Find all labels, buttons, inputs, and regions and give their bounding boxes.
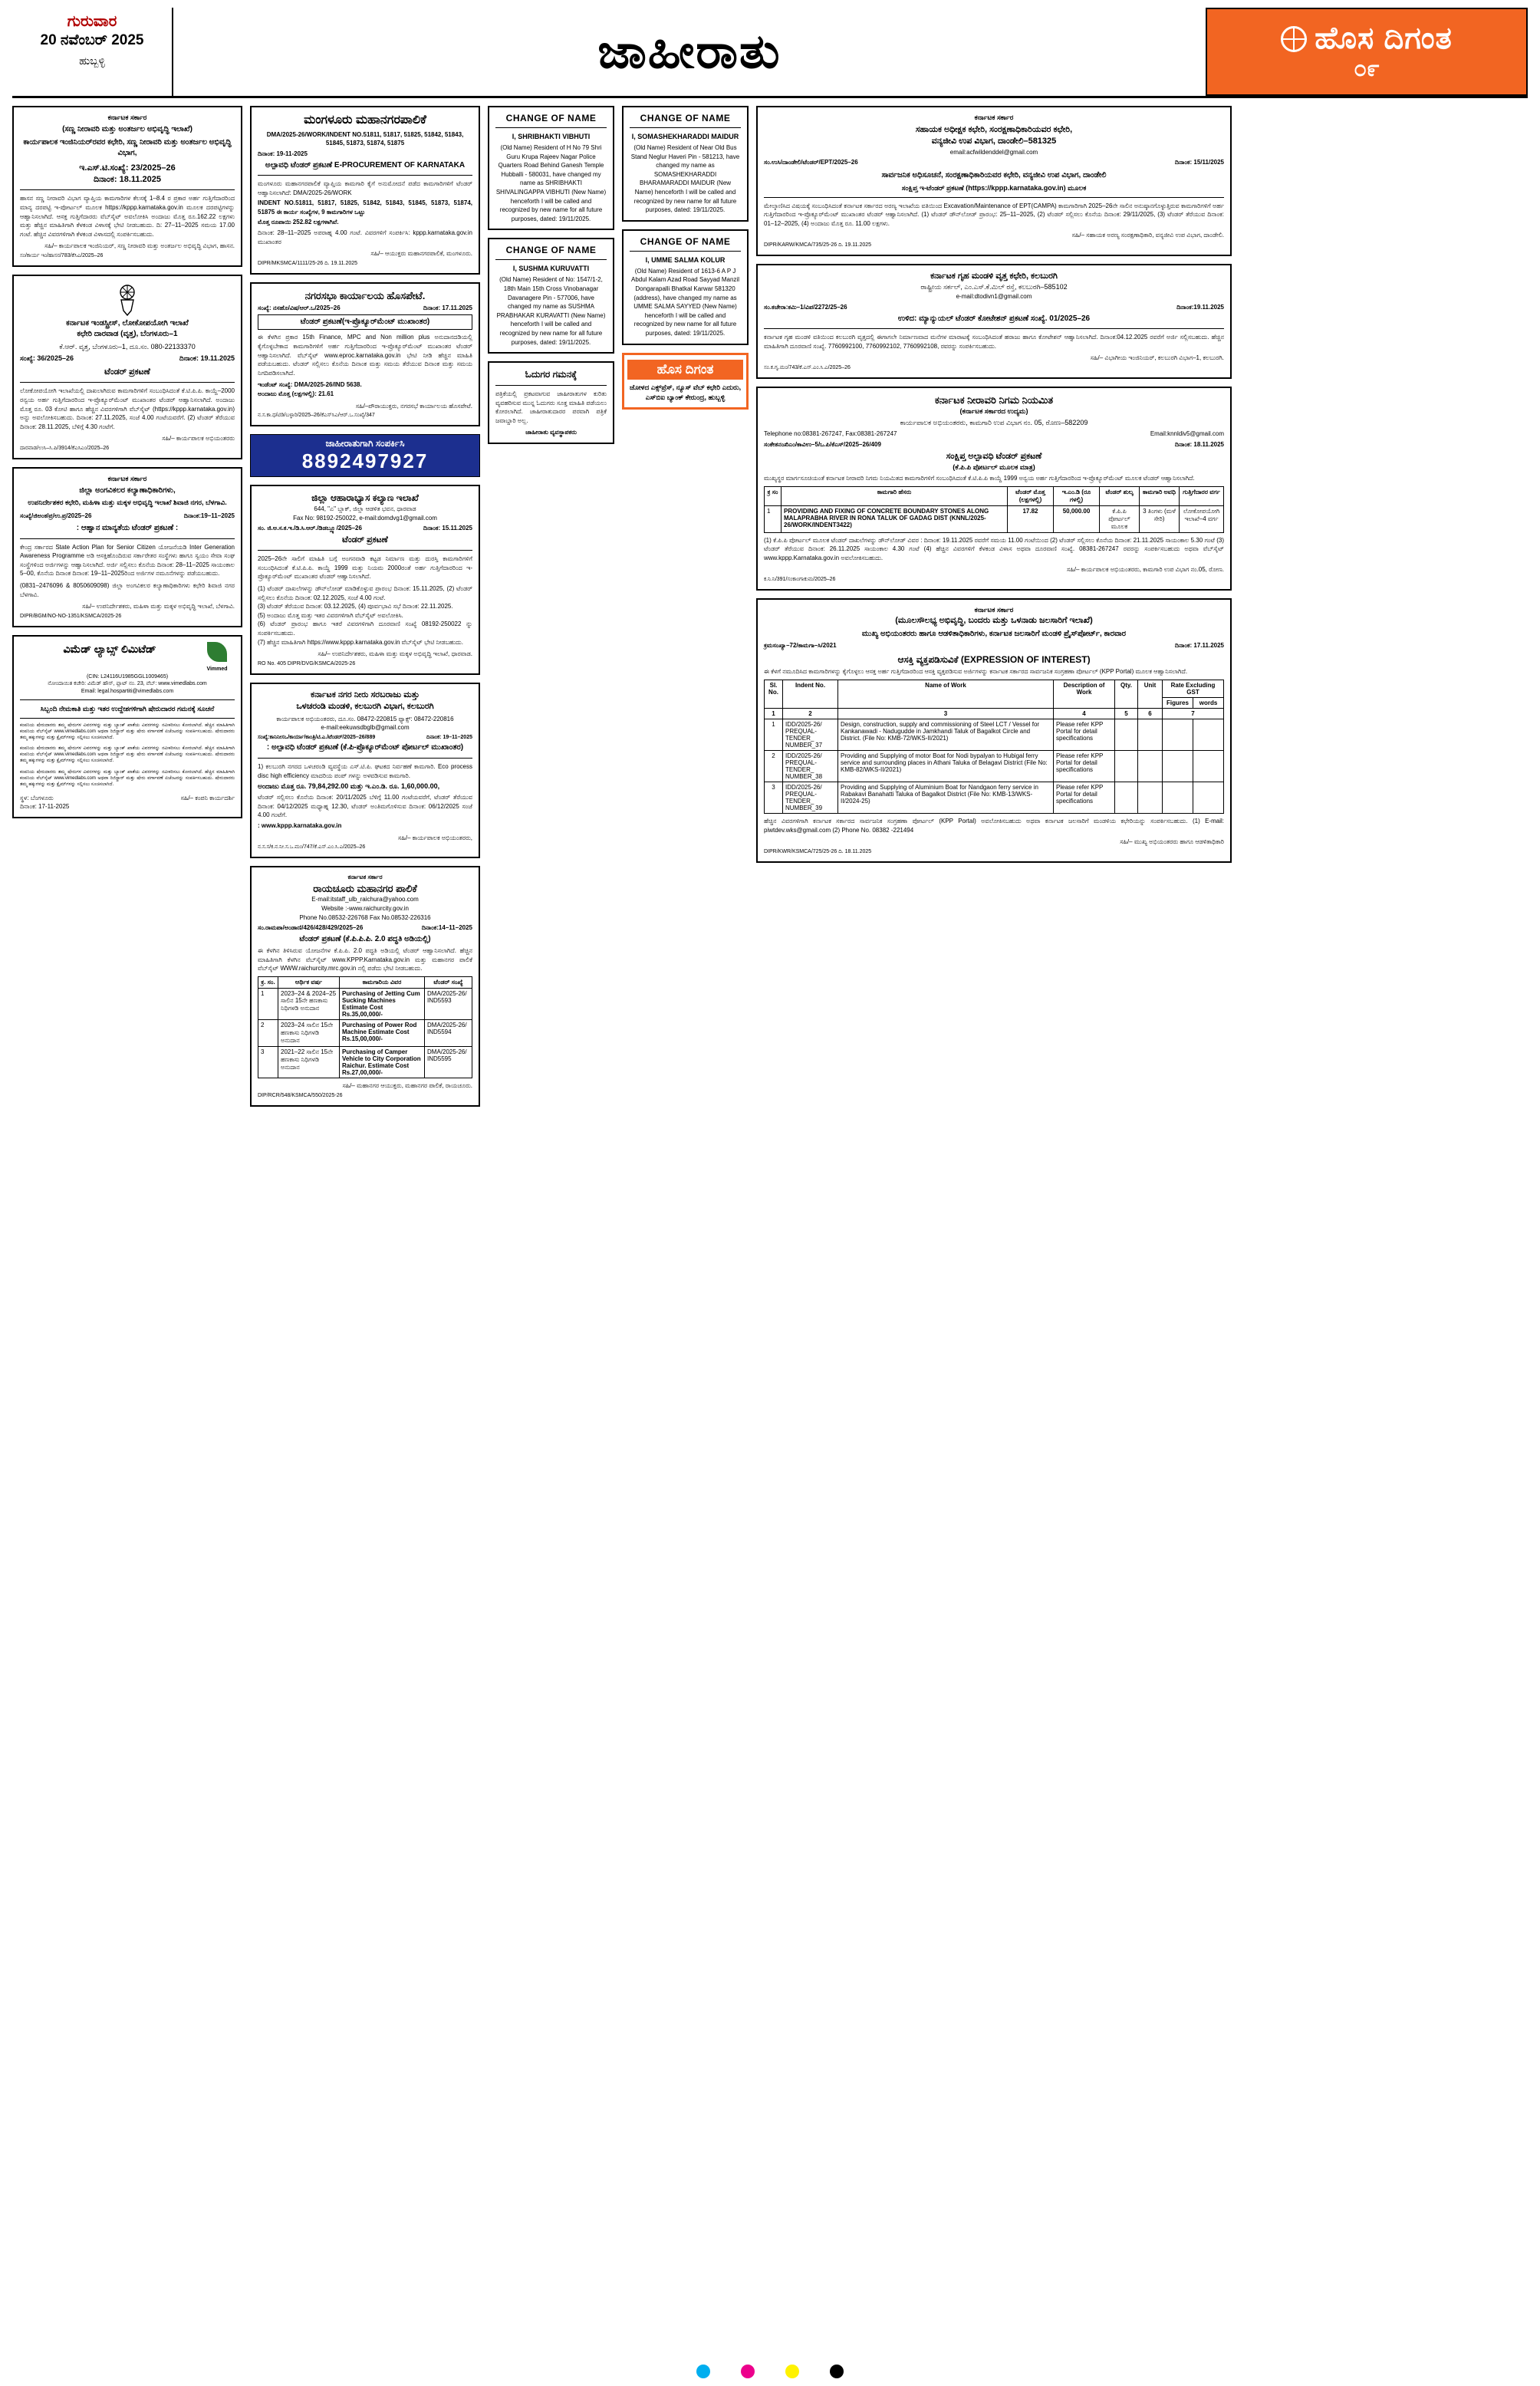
- ad3-gov: ಕರ್ನಾಟಕ ಸರ್ಕಾರ: [107, 474, 147, 482]
- yellow-dot-icon: [785, 2365, 799, 2378]
- eoi-num-4: 5: [1115, 709, 1138, 719]
- name-change-3: [622, 106, 749, 222]
- eoi-dept1: (ಮೂಲಸೌಲಭ್ಯ ಅಭಿವೃದ್ಧಿ, ಬಂದರು ಮತ್ತು ಒಳನಾಡು ಜಲಸಾರಿಗೆ ಇಲಾಖೆ): [895, 616, 1093, 626]
- logo-page-number: ೦೯: [1354, 56, 1380, 81]
- eoi-r2-words: [1193, 782, 1224, 814]
- ad3-title: : ಆಹ್ವಾನ ಮಾನ್ಯತೆಯ ಟೆಂಡರ್ ಪ್ರಕಟಣೆ :: [76, 524, 179, 533]
- eoi-r0-unit: [1138, 719, 1163, 751]
- cyan-dot-icon: [696, 2365, 710, 2378]
- kalaburagi-dates: ಟೆಂಡರ್ ಸಲ್ಲಿಸಲು ಕೊನೆಯ ದಿನಾಂಕ: 20/11/2025 ಬೆಳಿಗ್ಗೆ 11.00 ಗಂಟೆಯವರೆಗೆ, ಟೆಂಡರ್ ತೆರೆಯುವ ದಿನಾಂಕ: 04/12/2025 ಮಧ್ಯಾಹ್ನ 12.30, ಟೆಂಡರ್ ಅಂತಿಮಗೊಳಿಸುವ ದಿನಾಂಕ: 06/12/2025 ಸಂಜೆ 4.00 ಗಂಟೆಗೆ.: [258, 794, 472, 819]
- eoi-code: DIPR/KWR/KSMCA/725/25-26 ದಿ. 18.11.2025: [764, 848, 872, 854]
- mangaluru-dates: ದಿನಾಂಕ: 28–11–2025 ಅಪರಾಹ್ನ 4.00 ಗಂಟೆ. ವಿವರಗಳಿಗೆ ಸಂಪರ್ಕಿಸಿ: kppp.karnataka.gov.in ಮುಖಾಂತರ: [258, 229, 472, 245]
- housing-body: ಕರ್ನಾಟಕ ಗೃಹ ಮಂಡಳಿ ವತಿಯಿಂದ ಕಲಬುರಗಿ ವೃತ್ತದಲ್ಲಿ ಈಗಾಗಲೇ ನಿರ್ಮಾಣವಾದ ಮನೆಗಳ ಮಾರಾಟಕ್ಕೆ ಸಂಬಂಧಿಸಿದಂತೆ ಹರಾಜು ಹಾಗೂ ಕೋಟೇಶನ್ ಆಹ್ವಾನಿಸಲಾಗಿದೆ. ದಿನಾಂಕ:04.12.2025 ರವರೆಗೆ ಅರ್ಜಿ ಸಲ್ಲಿಸಬಹುದು. ಹೆಚ್ಚಿನ ಮಾಹಿತಿಗಾಗಿ ದೂರವಾಣಿ ಸಂಖ್ಯೆ. 7760992100, 7760992102, 7760992108, ರವರನ್ನು ಸಂಪರ್ಕಿಸಬಹುದು.: [764, 334, 1224, 350]
- knnl-th-6: ಗುತ್ತಿಗೆದಾರರ ವರ್ಗ: [1180, 486, 1224, 505]
- eoi-th-2: Name of Work: [838, 680, 1054, 709]
- knnl-r0c4: ಕೆ.ಪಿ.ಪಿ ಪೋರ್ಟಲ್ ಮೂಲಕ: [1100, 505, 1140, 532]
- eoi-works-table: [764, 680, 1224, 814]
- knnl-ref: ಸಂಕೇತನಂಖಿಎಂ/ಕಾವಿಉ–5/ಒ.ಪಿ/ಕೆಎಸ್/2025–26/409: [764, 441, 881, 449]
- raichur-website[interactable]: Website :-www.raichurcity.gov.in: [321, 904, 409, 912]
- ad2-ref: ಸಂಖ್ಯೆ: 36/2025–26: [20, 354, 74, 362]
- raichur-body: ಈ ಕೆಳಗಿನ ತಿಳಿಸಿರುವ ಯೋಜನೆಗಳ ಕೆ.ಪಿ.ಪಿ. 2.0 ಪದ್ಧತಿ ಅಡಿಯಲ್ಲಿ ಟೆಂಡರ್ ಆಹ್ವಾನಿಸಲಾಗಿದೆ. ಹೆಚ್ಚಿನ ಮಾಹಿತಿಗಾಗಿ ಕೆಳಗಿನ ವೆಬ್‌ಸೈಟ್ www.KPPP.Karnataka.gov.in ಮತ್ತು ಮಹಾನಗರ ಪಾಲಿಕೆ ವೆಬ್‌ಸೈಟ್ WWW.raichurcity.mrc.gov.in ನಲ್ಲಿ ಪಡೆದು ಭೇಟಿ ನೀಡಬಹುದು.: [258, 947, 472, 973]
- ad-knnl-rona: [756, 387, 1232, 591]
- forest-title: ಸಾರ್ವಜನಿಕ ಅಧಿಸೂಚನೆ, ಸಂರಕ್ಷಣಾಧಿಕಾರಿಯವರ ಕಛೇರಿ, ವನ್ಯಜೀವಿ ಉಪ ವಿಭಾಗ, ದಾಂಡೇಲಿ: [881, 171, 1107, 180]
- dharwad-sign: ಸಹಿ/– ಉಪನಿರ್ದೇಶಕರು, ಮಹಿಳಾ ಮತ್ತು ಮಕ್ಕಳ ಅಭಿವೃದ್ಧಿ ಇಲಾಖೆ, ಧಾರವಾಡ.: [318, 650, 472, 658]
- ad3-body: ಕೇಂದ್ರ ಸರ್ಕಾರದ State Action Plan for Senior Citizen ಯೋಜನೆಯಡಿ Inter Generation Awareness Programme ಅಡಿ ಆಸಕ್ತಿಹೊಂದಿರುವ ಸರ್ಕಾರೇತರ ಸಂಸ್ಥೆಗಳು ಹಾಗೂ ಸ್ವಯಂ ಸೇವಾ ಸಂಘ ಸಂಸ್ಥೆಗಳಿಂದ ಅರ್ಜಿಗಳನ್ನು ಆಹ್ವಾನಿಸಲಾಗಿದೆ. ಅರ್ಜಿ ಸಲ್ಲಿಸಲು ಕೊನೆಯ ದಿನಾಂಕ: 28–11–2025 ಸಾಯಂಕಾಲ 5–00, ಕೊನೆಯ ದಿನಾಂಕ ದಿನಾಂಕ: 19–11–2025ರಿಂದ ಅರ್ಜಿಗಳ ನಮೂನೆಗಳನ್ನು ಪಡೆಯಬಹುದು.: [20, 543, 235, 578]
- dharwad-point-4: (6) ಟೆಂಡರ್ ಪ್ರಾರಂಭ ಹಾಗೂ ಇತರೆ ವಿವರಗಳಿಗಾಗಿ ದೂರವಾಣಿ ಸಂಖ್ಯೆ 08192-250022 ನ್ನು ಸಂಪರ್ಕಿಸಬಹುದು.: [258, 620, 472, 637]
- eoi-th-5: Unit: [1138, 680, 1163, 709]
- masthead-date-block: [12, 8, 173, 96]
- black-dot-icon: [830, 2365, 844, 2378]
- vimed-body-2: ಕಂಪನಿಯ ಷೇರುದಾರರು ತಮ್ಮ ಷೇರುಗಳ ವಿವರಗಳನ್ನು ಮತ್ತು ಬ್ಯಾಂಕ್ ಖಾತೆಯ ವಿವರಗಳನ್ನು ನವೀಕರಿಸಲು ಕೋರಲಾಗಿದೆ. ಹೆಚ್ಚಿನ ಮಾಹಿತಿಗಾಗಿ ಕಂಪನಿಯ ವೆಬ್‌ಸೈಟ್ www.vimedlabs.com ಅಥವಾ ರಿಜಿಸ್ಟ್ರಾರ್ ಮತ್ತು ಷೇರು ವರ್ಗಾವಣೆ ಏಜೆಂಟರನ್ನು ಸಂಪರ್ಕಿಸಬಹುದು. ಷೇರುದಾರರು ತಮ್ಮ ಹಕ್ಕುಗಳನ್ನು ಮತ್ತು ಕ್ಲೈಮ್‌ಗಳನ್ನು ಸಲ್ಲಿಸಲು ಸೂಚಿಸಲಾಗಿದೆ.: [20, 746, 235, 764]
- reader-notice-footer: ಜಾಹೀರಾತು ವ್ಯವಸ್ಥಾಪಕರು: [525, 429, 577, 436]
- ad1-body: ಹಾಸನ ಸಣ್ಣ ನೀರಾವರಿ ವಿಭಾಗ ವ್ಯಾಪ್ತಿಯ ಕಾಮಗಾರಿಗಳ ಕೆಲಸಕ್ಕೆ 1–8.4 ರ ಪ್ರಕಾರ ಅರ್ಹ ಗುತ್ತಿಗೆದಾರರಿಂದ ಮಾನ್ಯ ದರಪಟ್ಟಿ ಇ-ಪೋರ್ಟಲ್ ಮೂಲಕ https://kppp.karnataka.gov.in ಮೂಲಕ ದರಪಟ್ಟಿಗಳನ್ನು ಆಹ್ವಾನಿಸಲಾಗಿದೆ. ಆಸಕ್ತ ಗುತ್ತಿಗೆದಾರರು ವೆಬ್‌ಸೈಟ್ ಅವಲೋಕಿಸಿ ಅಂದಾಜು ಮೊತ್ತ ರೂ.162.22 ಲಕ್ಷಗಳು ಮತ್ತು ಹೆಚ್ಚಿನ ಮಾಹಿತಿಗಾಗಿ ಕೆಳಕಂಡ ವಿಳಾಸಕ್ಕೆ ಭೇಟಿ ನೀಡಬಹುದು. ದಿ: 27–11–2025 ಸಮಯ 17.00 ಗಂಟೆ. ಹೆಚ್ಚಿನ ವಿವರಗಳಿಗಾಗಿ ಕೆಳಕಂಡ ವಿಳಾಸದಲ್ಲಿ ಸಂಪರ್ಕಿಸಬಹುದು.: [20, 195, 235, 238]
- ad-hosapete-municipality: [250, 282, 480, 426]
- name-change-header-3: CHANGE OF NAME: [640, 113, 731, 123]
- raichur-phone: Phone No.08532-226768 Fax No.08532-226316: [299, 913, 431, 921]
- kalaburagi-title2: ಒಳಚರಂಡಿ ಮಂಡಳಿ, ಕಲಬುರಗಿ ವಿಭಾಗ, ಕಲಬುರಗಿ: [296, 702, 434, 712]
- ad1-date: ದಿನಾಂಕ: 18.11.2025: [93, 174, 162, 184]
- newspaper-promo-box[interactable]: [622, 353, 749, 410]
- ad2-title: ಟೆಂಡರ್ ಪ್ರಕಟಣೆ: [104, 367, 150, 377]
- eoi-sign: ಸಹಿ/– ಮುಖ್ಯ ಅಭಿಯಂತರರು ಹಾಗೂ ಆಡಳಿತಾಧಿಕಾರಿ: [1120, 838, 1224, 846]
- eoi-r0-indent: IDD/2025-26/ PREQUAL- TENDER_ NUMBER_37: [783, 719, 838, 751]
- eoi-r2-work: Providing and Supplying of Aluminium Boat for Nandgaon ferry service in Rabakavi Banahatti Taluka of Bagalkot District (File No: KMB-13/WKS-II/2024-25): [838, 782, 1054, 814]
- dharwad-point-3: (5) ಅಂದಾಜು ಮೊತ್ತ ಮತ್ತು ಇತರ ವಿವರಗಳಿಗಾಗಿ ವೆಬ್‌ಸೈಟ್ ಅವಲೋಕಿಸಿ.: [258, 611, 403, 619]
- raichur-sign: ಸಹಿ/– ಮಹಾನಗರ ಆಯುಕ್ತರು, ಮಹಾನಗರ ಪಾಲಿಕೆ, ರಾಯಚೂರು.: [342, 1081, 472, 1089]
- forest-office2: ವನ್ಯಜೀವಿ ಉಪ ವಿಭಾಗ, ದಾಂಡೇಲಿ–581325: [931, 137, 1057, 146]
- ad2-sign: ಸಹಿ/– ಕಾರ್ಯಪಾಲಕ ಅಭಿಯಂತರರು: [162, 435, 235, 443]
- kalaburagi-body: 1) ಕಲಬುರಗಿ ನಗರದ ಒಳಚರಂಡಿ ವ್ಯವಸ್ಥೆಯ ಎಸ್.ಟಿ.ಪಿ. ಘಟಕದ ನಿರ್ವಹಣೆ ಕಾಮಗಾರಿ. Eco process disc high efficiency ಮಾದರಿಯ ಪಂಪ್ ಗಳನ್ನು ಅಳವಡಿಸುವ ಕಾಮಗಾರಿ.: [258, 762, 472, 779]
- ad3-sign: ಸಹಿ/– ಉಪನಿರ್ದೇಶಕರು, ಮಹಿಳಾ ಮತ್ತು ಮಕ್ಕಳ ಅಭಿವೃದ್ಧಿ ಇಲಾಖೆ, ಬೆಳಗಾವಿ.: [82, 603, 235, 610]
- kalaburagi-subtitle: : ಅಲ್ಪಾವಧಿ ಟೆಂಡರ್ ಪ್ರಕಟಣೆ (ಕೆ.ಪಿ-ಪ್ರೊಕ್ಯೂರ್‌ಮೆಂಟ್ ಪೋರ್ಟಲ್ ಮುಖಾಂತರ): [266, 743, 464, 752]
- raichur-r1c1: 2023–24 ಸಾಲಿನ 15ನೇ ಹಣಕಾಸು ನಿಧಿಗಳಡಿ ಅನುದಾನ: [278, 1019, 340, 1046]
- classified-contact-banner[interactable]: [250, 434, 480, 477]
- eoi-num-3: 4: [1054, 709, 1115, 719]
- eoi-r1-qty: [1115, 751, 1138, 782]
- dharwad-code: RO No. 405 DIPR/DVG/KSMCA/2025-26: [258, 660, 356, 666]
- name-change-body-4: (Old Name) Resident of 1613-6 A P J Abdul Kalam Azad Road Sayyad Manzil Dongarapalli Bhatkal Karwar 581320 (address), have changed my name as UMME SALMA SAYYED (New Name) henceforth I will be called and recognized by new name for all future purposes, dated: 19/11/2025.: [631, 267, 739, 337]
- eoi-sub-0: Figures: [1163, 698, 1193, 709]
- knnl-date: ದಿನಾಂಕ: 18.11.2025: [1174, 441, 1224, 449]
- housing-email: e-mail:dtodivn1@gmail.com: [956, 293, 1032, 301]
- raichur-email: E-mail:itstaff_ulb_raichura@yahoo.com: [311, 896, 419, 903]
- state-emblem-icon: [112, 281, 143, 317]
- ad-minor-irrigation-hassan: [12, 106, 242, 267]
- promo-logo: ಹೊಸ ದಿಗಂತ: [627, 360, 743, 380]
- eoi-r2-indent: IDD/2025-26/ PREQUAL- TENDER_ NUMBER_39: [783, 782, 838, 814]
- vimed-brand: Vimmed: [206, 666, 228, 672]
- dharwad-subtitle: ಟೆಂಡರ್ ಪ್ರಕಟಣೆ: [342, 535, 388, 545]
- eoi-notes: ಹೆಚ್ಚಿನ ವಿವರಗಳಿಗಾಗಿ ಕರ್ನಾಟಕ ಸರ್ಕಾರದ ಸಾರ್ವಜನಿಕ ಸಂಗ್ರಹಣಾ ಪೋರ್ಟಲ್ (KPP Portal) ಅವಲೋಕಿಸಬಹುದು ಅಥವಾ ಕರ್ನಾಟಕ ಜಲಸಾರಿಗೆ ಮಂಡಳಿಯ ಕಛೇರಿಯನ್ನು ಸಂಪರ್ಕಿಸಬಹುದು. (1) E-mail: piwtdev.wks@gmail.com (2) Phone No. 08382 -221494: [764, 818, 1224, 834]
- hosapete-indent: ಇಂಡೆಂಟ್ ಸಂಖ್ಯೆ: DMA/2025-26/IND 5638.: [258, 381, 362, 389]
- knnl-r0c0: 1: [765, 505, 782, 532]
- vimed-cin: (CIN: L24116U1985GGL1009465): [86, 673, 169, 680]
- ad-columns: [12, 106, 1528, 1107]
- dharwad-point-1: (1) ಟೆಂಡರ್ ದಾಖಲೆಗಳನ್ನು ಡೌನ್‌ಲೋಡ್ ಮಾಡಿಕೊಳ್ಳುವ ಪ್ರಾರಂಭ ದಿನಾಂಕ: 15.11.2025, (2) ಟೆಂಡರ್ ಸಲ್ಲಿಸಲು ಕೊನೆಯ ದಿನಾಂಕ: 02.12.2025, ಸಂಜೆ 4.00 ಗಂಟೆ.: [258, 584, 472, 601]
- ad2-date: ದಿನಾಂಕ: 19.11.2025: [179, 354, 235, 362]
- knnl-th-2: ಟೆಂಡರ್ ಮೊತ್ತ (ಲಕ್ಷಗಳಲ್ಲಿ): [1008, 486, 1054, 505]
- eoi-r0-desc: Please refer KPP Portal for detail specifications: [1054, 719, 1115, 751]
- ad1-gov: ಕರ್ನಾಟಕ ಸರ್ಕಾರ: [107, 114, 147, 121]
- mangaluru-code: DIPR/MKSMCA/1111/25-26 ದಿ. 19.11.2025: [258, 261, 358, 267]
- knnl-th-1: ಕಾಮಗಾರಿ ಹೆಸರು: [782, 486, 1008, 505]
- vimed-body-3: ಕಂಪನಿಯ ಷೇರುದಾರರು ತಮ್ಮ ಷೇರುಗಳ ವಿವರಗಳನ್ನು ಮತ್ತು ಬ್ಯಾಂಕ್ ಖಾತೆಯ ವಿವರಗಳನ್ನು ನವೀಕರಿಸಲು ಕೋರಲಾಗಿದೆ. ಹೆಚ್ಚಿನ ಮಾಹಿತಿಗಾಗಿ ಕಂಪನಿಯ ವೆಬ್‌ಸೈಟ್ www.vimedlabs.com ಅಥವಾ ರಿಜಿಸ್ಟ್ರಾರ್ ಮತ್ತು ಷೇರು ವರ್ಗಾವಣೆ ಏಜೆಂಟರನ್ನು ಸಂಪರ್ಕಿಸಬಹುದು. ಷೇರುದಾರರು ತಮ್ಮ ಹಕ್ಕುಗಳನ್ನು ಮತ್ತು ಕ್ಲೈಮ್‌ಗಳನ್ನು ಸಲ್ಲಿಸಲು ಸೂಚಿಸಲಾಗಿದೆ.: [20, 769, 235, 787]
- forest-sub: ಸಂಕ್ಷಿಪ್ತ ಇ-ಟೆಂಡರ್ ಪ್ರಕಟಣೆ (https://kppp.karnataka.gov.in) ಮೂಲಕ: [901, 183, 1087, 192]
- raichur-gov: ಕರ್ನಾಟಕ ಸರ್ಕಾರ: [347, 874, 383, 881]
- vimed-body: ಕಂಪನಿಯ ಷೇರುದಾರರು ತಮ್ಮ ಷೇರುಗಳ ವಿವರಗಳನ್ನು ಮತ್ತು ಬ್ಯಾಂಕ್ ಖಾತೆಯ ವಿವರಗಳನ್ನು ನವೀಕರಿಸಲು ಕೋರಲಾಗಿದೆ. ಹೆಚ್ಚಿನ ಮಾಹಿತಿಗಾಗಿ ಕಂಪನಿಯ ವೆಬ್‌ಸೈಟ್ www.vimedlabs.com ಅಥವಾ ರಿಜಿಸ್ಟ್ರಾರ್ ಮತ್ತು ಷೇರು ವರ್ಗಾವಣೆ ಏಜೆಂಟರನ್ನು ಸಂಪರ್ಕಿಸಬಹುದು. ಷೇರುದಾರರು ತಮ್ಮ ಹಕ್ಕುಗಳನ್ನು ಮತ್ತು ಕ್ಲೈಮ್‌ಗಳನ್ನು ಸಲ್ಲಿಸಲು ಸೂಚಿಸಲಾಗಿದೆ.: [20, 723, 235, 741]
- masthead-day: ಗುರುವಾರ: [67, 13, 117, 30]
- eoi-r1-unit: [1138, 751, 1163, 782]
- eoi-num-5: 6: [1138, 709, 1163, 719]
- newspaper-page: [0, 8, 1540, 2386]
- eoi-r0-work: Design, construction, supply and commissioning of Steel LCT / Vessel for Kankanawadi - Nadugudde in Jamkhandi Taluk of Bagalkot Circle and District. (File No: KMB-72/WKS-II/2021): [838, 719, 1054, 751]
- housing-office2: ರಾಷ್ಟ್ರೀಯ ಸರ್ಕಲ್, ಎಂ.ಎಸ್.ಕೆ.ಮಿಲ್ ರಸ್ತೆ, ಕಲಬುರಗಿ–585102: [920, 283, 1068, 291]
- globe-icon: [1281, 26, 1307, 52]
- ad1-ref: ಇ.ಎಸ್.ಟಿ.ಸಂಖ್ಯೆ: 23/2025–26: [79, 163, 176, 173]
- ad-raichur-corporation: [250, 866, 480, 1106]
- mangaluru-title: ಮಂಗಳೂರು ಮಹಾನಗರಪಾಲಿಕೆ: [304, 114, 426, 127]
- column-right: [756, 106, 1232, 863]
- vimed-sign: ಸಹಿ/– ಕಂಪನಿ ಕಾರ್ಯದರ್ಶಿ: [180, 794, 235, 801]
- name-change-2: [488, 238, 614, 354]
- eoi-r2-sl: 3: [765, 782, 783, 814]
- name-change-4: [622, 229, 749, 345]
- ad-mangaluru-corporation: [250, 106, 480, 275]
- hosapete-subtitle: ಟೆಂಡರ್ ಪ್ರಕಟಣೆ(ಇ-ಪ್ರೊಕ್ಯೂರ್‌ಮೆಂಟ್ ಮುಖಾಂತರ): [258, 314, 472, 331]
- raichur-r0c0: 1: [258, 988, 278, 1019]
- table-row: [258, 988, 472, 1019]
- housing-office1: ಕರ್ನಾಟಕ ಗೃಹ ಮಂಡಳಿ ವೃತ್ತ ಕಛೇರಿ, ಕಲಬುರಗಿ: [930, 271, 1058, 281]
- name-change-body-1: (Old Name) Resident of H No 79 Shri Guru Krupa Rajeev Nagar Police Quarters Road Behind Ganesh Temple Hubballi - 580031, have changed my name as SHRIBHAKTI SHIVALINGAPPA VIBHUTI (New Name) henceforth I will be called and recognized by new name for all future purposes, dated: 19/11/2025.: [495, 144, 607, 222]
- dharwad-ref: ಸಂ. ಜಿ.ಅ.ಸ.ಕ.ಇ./ಡಿ.ಸಿ.ಆರ್./ಡಿಡಬ್ಲ್ಯೂ/2025–26: [258, 525, 362, 532]
- knnl-email: Email:knnldiv5@gmail.com: [1150, 430, 1224, 438]
- knnl-r0c3: 50,000.00: [1054, 505, 1100, 532]
- masthead: [12, 8, 1528, 98]
- contact-label: ಜಾಹೀರಾತುಗಾಗಿ ಸಂಪರ್ಕಿಸಿ: [325, 438, 405, 449]
- knnl-subtitle2: (ಕೆ.ಪಿ.ಪಿ ಪೋರ್ಟಲ್ ಮೂಲಕ ಮಾತ್ರ): [953, 463, 1035, 472]
- eoi-r2-fig: [1163, 782, 1193, 814]
- raichur-r2c2: Purchasing of Camper Vehicle to City Corporation Raichur. Estimate Cost Rs.27,00,000/-: [340, 1046, 425, 1078]
- raichur-tender-table: [258, 976, 472, 1078]
- eoi-r0-words: [1193, 719, 1224, 751]
- mangaluru-date: ದಿನಾಂಕ: 19-11-2025: [258, 150, 308, 157]
- kalaburagi-office: ಕಾರ್ಯಪಾಲಕ ಅಭಿಯಂತರರು, ದೂ.ಸಂ. 08472-220815 ಫ್ಯಾಕ್ಸ್: 08472-220816: [276, 715, 454, 722]
- knnl-code: ಕ.ನಿ.ನಿ/391/ಸಂಕಾಂಗಾಕುಮ/2025–26: [764, 577, 836, 583]
- raichur-title: ರಾಯಚೂರು ಮಹಾನಗರ ಪಾಲಿಕೆ: [313, 882, 417, 894]
- eoi-dept2: ಮುಖ್ಯ ಅಭಿಯಂತರರು ಹಾಗೂ ಆಡಳಿತಾಧಿಕಾರಿಗಳು, ಕರ್ನಾಟಕ ಜಲಸಾರಿಗೆ ಮಂಡಳಿ ಪ್ರೈಸ್‌ಪೋರ್ಟ್, ಕಾರವಾರ: [861, 629, 1127, 638]
- eoi-num-6: 7: [1163, 709, 1224, 719]
- ad2-office2: ಕಛೇರಿ ದಾರವಾಡ (ವೃತ್ತ), ಬೆಂಗಳೂರು–1: [77, 330, 178, 339]
- eoi-r1-sl: 2: [765, 751, 783, 782]
- housing-date: ದಿನಾಂಕ:19.11.2025: [1176, 303, 1224, 311]
- eoi-r1-indent: IDD/2025-26/ PREQUAL- TENDER_ NUMBER_38: [783, 751, 838, 782]
- knnl-title1: ಕರ್ನಾಟಕ ನೀರಾವರಿ ನಿಗಮ ನಿಯಮಿತ: [934, 393, 1054, 406]
- ad2-phone: ಕೆ.ಆರ್. ವೃತ್ತ, ಬೆಂಗಳೂರು–1, ದೂ.ಸಂ. 080-22133370: [59, 342, 196, 350]
- eoi-r2-unit: [1138, 782, 1163, 814]
- eoi-body: ಈ ಕೆಳಗೆ ನಮೂದಿಸಿದ ಕಾಮಗಾರಿಗಳನ್ನು ಕೈಗೊಳ್ಳಲು ಆಸಕ್ತ ಅರ್ಹ ಗುತ್ತಿಗೆದಾರರಿಂದ ಆಸಕ್ತಿ ವ್ಯಕ್ತಪಡಿಸುವ ಅರ್ಜಿಗಳನ್ನು ಕರ್ನಾಟಕ ಸರ್ಕಾರದ ಸಾರ್ವಜನಿಕ ಸಂಗ್ರಹಣಾ ಪೋರ್ಟಲ್ (KPP Portal) ಮೂಲಕ ಆಹ್ವಾನಿಸಲಾಗಿದೆ.: [764, 668, 1188, 676]
- raichur-subtitle: ಟೆಂಡರ್ ಪ್ರಕಟಣೆ (ಕೆ.ಪಿ.ಪಿ.ಪಿ. 2.0 ಪದ್ಧತಿ ಅಡಿಯಲ್ಲಿ): [299, 934, 431, 943]
- vimed-subject: ಸಿಬ್ಬಂದಿ ನೇಮಕಾತಿ ಮತ್ತು ಇತರ ಉದ್ದೇಶಗಳಿಗಾಗಿ ಷೇರುದಾರರ ಗಮನಕ್ಕೆ ಸೂಚನೆ: [40, 704, 215, 713]
- knnl-r0c1: PROVIDING AND FIXING OF CONCRETE BOUNDARY STONES ALONG MALAPRABHA RIVER IN RONA TALUK OF GADAG DIST (KNNL/2025-26/WORK/INDENT3422): [782, 505, 1008, 532]
- ad1-code: ಸಂ/ಕಾರ್ಯ ಇಂ/ಹಾಸನ/783/ಕೆಸಿಎ/2025–26: [20, 253, 104, 259]
- raichur-date: ದಿನಾಂಕ:14–11–2025: [421, 924, 472, 932]
- eoi-num-1: 2: [783, 709, 838, 719]
- ad1-office2: ಕಾರ್ಯಪಾಲಕ ಇಂಜಿನಿಯರ್‌ರವರ ಕಛೇರಿ, ಸಣ್ಣ ನೀರಾವರಿ ಮತ್ತು ಅಂತರ್ಜಲ ಅಭಿವೃದ್ಧಿ ವಿಭಾಗ,: [23, 137, 232, 158]
- raichur-r1c0: 2: [258, 1019, 278, 1046]
- eoi-ref: ಕ್ರಮಸಂಖ್ಯಾ–72/ಕಾಮಗಾ–ಸಿ/2021: [764, 642, 837, 650]
- forest-office1: ಸಹಾಯಕ ಅಧೀಕ್ಷಕ ಕಛೇರಿ, ಸಂರಕ್ಷಣಾಧಿಕಾರಿಯವರ ಕಛೇರಿ,: [915, 125, 1073, 135]
- eoi-th-1: Indent No.: [783, 680, 838, 709]
- knnl-r0c5: 3 ತಿಂಗಳು (ಮಳೆ ಸೇರಿ): [1140, 505, 1180, 532]
- raichur-r1c2: Purchasing of Power Rod Machine Estimate Cost Rs.15,00,000/-: [340, 1019, 425, 1046]
- dharwad-title: ಜಿಲ್ಲಾ ಆಹಾರಾಭ್ಯಾಸ ಕಲ್ಯಾಣ ಇಲಾಖೆ: [311, 492, 419, 504]
- hosapete-sign: ಸಹಿ/–ಪೌರಾಯುಕ್ತರು, ನಗರಸಭೆ ಕಾರ್ಯಾಲಯ ಹೊಸಪೇಟೆ.: [355, 402, 472, 410]
- raichur-th-1: ಆರ್ಥಿಕ ವರ್ಷ: [278, 976, 340, 988]
- hosapete-title: ನಗರಸಭಾ ಕಾರ್ಯಾಲಯ ಹೊಸಪೇಟೆ.: [304, 289, 426, 301]
- raichur-th-0: ಕ್ರ. ಸಂ.: [258, 976, 278, 988]
- reader-notice-title: ಓದುಗರ ಗಮನಕ್ಕೆ: [525, 369, 578, 380]
- ad1-sign: ಸಹಿ/– ಕಾರ್ಯಪಾಲಕ ಇಂಜಿನಿಯರ್, ಸಣ್ಣ ನೀರಾವರಿ ಮತ್ತು ಅಂತರ್ಜಲ ಅಭಿವೃದ್ಧಿ ವಿಭಾಗ, ಹಾಸನ.: [44, 242, 235, 250]
- newspaper-logo: [1206, 8, 1528, 96]
- eoi-th-3: Description of Work: [1054, 680, 1115, 709]
- raichur-r2c0: 3: [258, 1046, 278, 1078]
- forest-code: DIPR/KARW/KMCA/735/25-26 ದಿ. 19.11.2025: [764, 242, 872, 248]
- eoi-title: ಆಸಕ್ತಿ ವ್ಯಕ್ತಪಡಿಸುವಿಕೆ (EXPRESSION OF INTEREST): [897, 653, 1091, 665]
- name-change-header-4: CHANGE OF NAME: [640, 235, 731, 247]
- eoi-num-2: 3: [838, 709, 1054, 719]
- name-change-header-1: CHANGE OF NAME: [505, 113, 597, 123]
- kalaburagi-website[interactable]: : www.kppp.karnataka.gov.in: [258, 822, 342, 829]
- table-row: [258, 1046, 472, 1078]
- ad-disabled-welfare-belagavi: [12, 467, 242, 627]
- raichur-th-2: ಕಾಮಗಾರಿಯ ವಿವರ: [340, 976, 425, 988]
- ad1-office1: (ಸಣ್ಣ ನೀರಾವರಿ ಮತ್ತು ಅಂತರ್ಜಲ ಅಭಿವೃದ್ಧಿ ಇಲಾಖೆ): [62, 125, 192, 134]
- vimed-email: Email: legal.hospartiti@vimedlabs.com: [81, 689, 174, 695]
- hosapete-ref: ಸಂಖ್ಯೆ: ನಸಹೊ/ವಿಷ/ಆರ್.ಒ/2025–26: [258, 304, 341, 312]
- name-change-name-1: I, SHRIBHAKTI VIBHUTI: [512, 133, 591, 140]
- eoi-r2-desc: Please refer KPP Portal for detail specifications: [1054, 782, 1115, 814]
- eoi-gov: ಕರ್ನಾಟಕ ಸರ್ಕಾರ: [974, 606, 1014, 614]
- masthead-date: 20 ನವೆಂಬರ್ 2025: [40, 32, 144, 48]
- mangaluru-sign: ಸಹಿ/– ಆಯುಕ್ತರು ಮಹಾನಗರಪಾಲಿಕೆ, ಮಂಗಳೂರು.: [370, 250, 472, 258]
- name-change-1: [488, 106, 614, 230]
- eoi-r0-fig: [1163, 719, 1193, 751]
- leaf-logo-icon: [207, 642, 227, 662]
- ad3-office2: ಉಪನಿರ್ದೇಶಕರ ಕಛೇರಿ, ಮಹಿಳಾ ಮತ್ತು ಮಕ್ಕಳ ಅಭಿವೃದ್ಧಿ ಇಲಾಖೆ ಶಿವಾಜಿ ನಗರ, ಬೆಳಗಾವಿ.: [28, 499, 227, 507]
- ad2-office1: ಕರ್ನಾಟಕ ಇಂಡಸ್ಟ್ರೀಸ್, ಲೋಕೋಪಯೋಗಿ ಇಲಾಖೆ: [66, 318, 189, 327]
- kalaburagi-email: e-mail:eekuwsdbglb@gmail.com: [321, 724, 410, 732]
- kalaburagi-code: ನ.ಸ.ಸ/ಕ.ನ.ನೀ.ಸ.ಒ.ಮಂ/747/ಕೆ.ಎಸ್.ಎಂ.ಸಿ.ಎ/2025–26: [258, 844, 366, 851]
- masthead-edition: ಹುಬ್ಬಳ್ಳಿ: [79, 54, 105, 67]
- forest-sign: ಸಹಿ/– ಸಹಾಯಕ ಅರಣ್ಯ ಸಂರಕ್ಷಣಾಧಿಕಾರಿ, ವನ್ಯಜೀವಿ ಉಪ ವಿಭಾಗ, ದಾಂಡೇಲಿ.: [1071, 232, 1224, 239]
- hosapete-body: ಈ ಕೆಳಗಿನ ಪ್ರಕಾರ 15th Finance, MPC and Non million plus ಅನುದಾನದಡಿಯಲ್ಲಿ ಕೈಗೊಳ್ಳಬೇಕಾದ ಕಾಮಗಾರಿಗಳಿಗೆ ಅರ್ಹ ಗುತ್ತಿಗೆದಾರರಿಂದ ಇ-ಪ್ರೊಕ್ಯೂರ್‌ಮೆಂಟ್ ಮುಖಾಂತರ ಟೆಂಡರ್ ಆಹ್ವಾನಿಸಲಾಗಿದೆ. ವೆಬ್‌ಸೈಟ್ www.eproc.karnataka.gov.in ಭೇಟಿ ನೀಡಿ ಹೆಚ್ಚಿನ ಮಾಹಿತಿ ಪಡೆಯಬಹುದು. ಟೆಂಡರ್ ಸಲ್ಲಿಸಲು ಕೊನೆಯ ದಿನಾಂಕ ಮತ್ತು ಸಮಯ ತೆರೆಯುವ ದಿನಾಂಕ ಮತ್ತು ಸಮಯ ನಿಗದಿಪಡಿಸಲಾಗಿದೆ.: [258, 334, 472, 377]
- dharwad-point-5: (7) ಹೆಚ್ಚಿನ ಮಾಹಿತಿಗಾಗಿ https://www.kppp.karnataka.gov.in ವೆಬ್‌ಸೈಟ್ ಭೇಟಿ ನೀಡಬಹುದು.: [258, 638, 463, 646]
- dharwad-date: ದಿನಾಂಕ: 15.11.2025: [423, 525, 472, 532]
- mangaluru-subtitle: ಅಲ್ಪಾವಧಿ ಟೆಂಡರ್ ಪ್ರಕಟಣೆ E-PROCUREMENT OF KARNATAKA: [265, 160, 466, 169]
- eoi-r1-desc: Please refer KPP Portal for detail specifications: [1054, 751, 1115, 782]
- column-1: [12, 106, 242, 818]
- table-row: [258, 1019, 472, 1046]
- knnl-sign: ಸಹಿ/– ಕಾರ್ಯಪಾಲಕ ಅಭಿಯಂತರರು, ಕಾಮಗಾರಿ ಉಪ ವಿಭಾಗ ನಂ.05, ರೋಣ.: [1067, 566, 1224, 574]
- hosapete-code: ನ.ಸ.ಕಾ.ಧ/ಟಿಡಿ/ಬಳ್ಳಾರಿ/2025–26/ಕೆಎಸ್‌ಸಿಎ/ಆರ್.ಒ.ಸಂಖ್ಯೆ/347: [258, 413, 375, 419]
- eoi-r2-qty: [1115, 782, 1138, 814]
- eoi-th-0: Sl. No.: [765, 680, 783, 709]
- page-title: ಜಾಹೀರಾತು: [597, 25, 782, 78]
- mangaluru-indent: INDENT NO.51811, 51817, 51825, 51842, 51843, 51845, 51873, 51874, 51875 ಈ ಕಾರ್ಯ ಸಂಖ್ಯೆಗಳ, 9 ಕಾಮಗಾರಿಗಳ ಒಟ್ಟು: [258, 199, 472, 216]
- raichur-r2c3: DMA/2025-26/ IND5595: [425, 1046, 472, 1078]
- magenta-dot-icon: [741, 2365, 755, 2378]
- ad3-ref: ಸಂಖ್ಯೆ/ಜಿಅಂಕ/ಪ್ರ/ಉ.ಪ್ರ/2025–26: [20, 512, 92, 519]
- contact-number: 8892497927: [301, 449, 429, 473]
- kalaburagi-ref: ಸಂಖ್ಯೆ:ಕಾನಿನೀಸಒ/ಕಾರ್ಯಾ/ಕಾಂತ್ರಿ/ಟಿ.ಎ./ಟೆಂಡರ್/2025–26/889: [258, 734, 376, 740]
- eoi-r0-sl: 1: [765, 719, 783, 751]
- housing-code: ಸಂ.ಕ.ಗೃ.ಮಂ/743/ಕೆ.ಎಸ್.ಎಂ.ಸಿ.ಎ/2025–26: [764, 365, 851, 371]
- eoi-sub-1: words: [1193, 698, 1224, 709]
- forest-gov: ಕರ್ನಾಟಕ ಸರ್ಕಾರ: [974, 114, 1014, 121]
- ad-dharwad-welfare: [250, 485, 480, 675]
- vimed-date: ದಿನಾಂಕ: 17-11-2025: [20, 803, 70, 811]
- name-change-header-2: CHANGE OF NAME: [505, 245, 597, 256]
- column-2: [250, 106, 480, 1107]
- forest-ref: ಸಂ.ಉಸಿ/ದಾಂಡೇಲಿ/ಟೆಂಡರ್/EPT/2025–26: [764, 159, 858, 166]
- eoi-r1-work: Providing and Supplying of motor Boat for Nodi bypalyan to Hubigal ferry service and surrounding places in Athani Taluka of Belagavi District (File No: KMB-82/WKS-II/2021): [838, 751, 1054, 782]
- raichur-r0c3: DMA/2025-26/ IND5593: [425, 988, 472, 1019]
- table-row: [765, 751, 1224, 782]
- forest-date: ದಿನಾಂಕ: 15/11/2025: [1174, 159, 1224, 166]
- raichur-r0c2: Purchasing of Jetting Cum Sucking Machines Estimate Cost Rs.35,00,000/-: [340, 988, 425, 1019]
- knnl-th-5: ಕಾಮಗಾರಿ ಅವಧಿ: [1140, 486, 1180, 505]
- name-change-body-2: (Old Name) Resident of No: 1547/1-2, 18th Main 15th Cross Vinobanagar Davanagere Pin - 577006, have changed my name as SUSHMA PRABHAKAR KURAVATTI (New Name) henceforth I will be called and recognized by new name for all future purposes, dated: 19/11/2025.: [496, 276, 606, 346]
- ad3-office1: ಜಿಲ್ಲಾ ಅಂಗವಿಕಲರ ಕಲ್ಯಾಣಾಧಿಕಾರಿಗಳು,: [79, 485, 176, 495]
- knnl-notes: (1) ಕೆ.ಪಿ.ಪಿ ಪೋರ್ಟಲ್ ಮೂಲಕ ಟೆಂಡರ್ ದಾಖಲೆಗಳನ್ನು ಡೌನ್‌ಲೋಡ್ ವಿವರ : ದಿನಾಂಕ: 19.11.2025 ರವರೆಗೆ ಸಮಯ 11.00 ಗಂಟೆಯಿಂದ (2) ಟೆಂಡರ್ ಸಲ್ಲಿಸಲು ಕೊನೆಯ ದಿನಾಂಕ: 21.11.2025 ಸಾಯಂಕಾಲ 5.30 ಗಂಟೆ (3) ಟೆಂಡರ್ ತೆರೆಯುವ ದಿನಾಂಕ: 26.11.2025 ಸಾಯಂಕಾಲ 4.30 ಗಂಟೆ (4) ಹೆಚ್ಚಿನ ವಿವರಗಳಿಗೆ ಕೆಳಕಂಡ ವಿಳಾಸ ಅಥವಾ ದೂರವಾಣಿ ಸಂಖ್ಯೆ. 08381-267247 ರವರನ್ನು ಸಂಪರ್ಕಿಸಬಹುದು ಅಥವಾ ವೆಬ್‌ಸೈಟ್ www.kppp.Karnataka.gov.in ಅವಲೋಕಿಸಬಹುದು.: [764, 536, 1224, 561]
- raichur-ref: ಸಂ.ರಾಮಪಾ/ಅಂಡಾಣಿ/426/428/429/2025–26: [258, 924, 364, 932]
- housing-sign: ಸಹಿ/– ವಿಭಾಗೀಯ ಇಂಜಿನಿಯರ್, ಕಲಬುರಗಿ ವಿಭಾಗ–1, ಕಲಬುರಗಿ.: [1090, 354, 1224, 362]
- column-3: [488, 106, 749, 444]
- raichur-r2c1: 2021–22 ಸಾಲಿನ 15ನೇ ಹಣಕಾಸು ನಿಧಿಗಳಡಿ ಅನುದಾನ: [278, 1046, 340, 1078]
- mangaluru-indent-line: DMA/2025-26/WORK/INDENT NO.51811, 51817, 51825, 51842, 51843, 51845, 51873, 51874, 51875: [266, 130, 464, 147]
- knnl-th-0: ಕ್ರ ಸಂ: [765, 486, 782, 505]
- table-row: [765, 719, 1224, 751]
- hosapete-date: ದಿನಾಂಕ: 17.11.2025: [423, 304, 472, 312]
- raichur-code: DIP/RCR/548/KSMCA/550/2025-26: [258, 1092, 343, 1098]
- vimed-place: ಸ್ಥಳ: ಬೆಂಗಳೂರು: [20, 794, 54, 801]
- dharwad-fax: Fax No: 98192-250022, e-mail:domdvg1@gmail.com: [293, 514, 437, 522]
- knnl-phone: Telephone no:08381-267247, Fax:08381-267247: [764, 430, 897, 438]
- reader-notice-body: ಪತ್ರಿಕೆಯಲ್ಲಿ ಪ್ರಕಟವಾಗುವ ಜಾಹೀರಾತುಗಳ ಕುರಿತು ವ್ಯವಹರಿಸುವ ಮುನ್ನ ಓದುಗರು ಸೂಕ್ತ ಮಾಹಿತಿ ಪಡೆಯಲು ಕೋರಲಾಗಿದೆ. ಜಾಹೀರಾತುದಾರರ ಪರವಾಗಿ ಪತ್ರಿಕೆ ಜವಾಬ್ದಾರಿ ಅಲ್ಲ.: [495, 390, 607, 424]
- name-change-name-4: I, UMME SALMA KOLUR: [645, 255, 726, 264]
- name-change-name-3: I, SOMASHEKHARADDI MAIDUR: [631, 133, 739, 140]
- reader-notice-box: [488, 361, 614, 444]
- promo-agency: ಜೋಳದ ಎಕ್ಸ್‌ಪ್ರೆಸ್, ನ್ಯೂಸ್ ವೆಬ್ ಕಛೇರಿ ಎದುರು, ಎಸ್‌ಬಿಐ ಬ್ಯಾಂಕ್ ಕೇರುಂದ್ರ, ಹುಬ್ಬಳ್ಳಿ: [629, 383, 742, 401]
- mangaluru-amount: ಮೊತ್ತ ರೂಪಾಯಿ 252.82 ಲಕ್ಷಗಳಾಗಿವೆ.: [258, 219, 339, 226]
- knnl-office: ಕಾರ್ಯಪಾಲಕ ಅಭಿಯಂತರರು, ಕಾಮಗಾರಿ ಉಪ ವಿಭಾಗ ನಂ. 05, ರೋಣ–582209: [900, 419, 1088, 427]
- vimed-reg: ನೋಂದಾಯಿತ ಕಚೇರಿ: ವಿಮೆಡ್ ಹೌಸ್, ಪ್ಲಾಟ್ ನಂ. 23, ವೆಬ್: www.vimedlabs.com: [48, 681, 207, 687]
- name-change-name-2: I, SUSHMA KURUVATTI: [512, 265, 590, 273]
- eoi-th-4: Qty.: [1115, 680, 1138, 709]
- ad-pwd-dharwad: [12, 275, 242, 459]
- logo-text: ಹೊಸ ದಿಗಂತ: [1315, 21, 1453, 55]
- knnl-r0c6: ಲೋಕೋಪಯೋಗಿ ಇಲಾಖೆ–4 ವರ್ಗ: [1180, 505, 1224, 532]
- knnl-body: ಮುಖ್ಯಸ್ಥರ ಮಾರ್ಗಸೂಚಿಯಂತೆ ಕರ್ನಾಟಕ ನೀರಾವರಿ ನಿಗಮ ನಿಯಮಿತದ ಕಾಮಗಾರಿಗಳಿಗೆ ಸಂಬಂಧಿಸಿದಂತೆ ಕೆ.ಟಿ.ಪಿ.ಪಿ ಕಾಯ್ದೆ 1999 ಅನ್ವಯ ಅರ್ಹ ಗುತ್ತಿಗೆದಾರರಿಂದ ಇ-ಪ್ರೊಕ್ಯೂರ್‌ಮೆಂಟ್ ಮೂಲಕ ಟೆಂಡರ್ ಆಹ್ವಾನಿಸಲಾಗಿದೆ.: [764, 475, 1195, 482]
- dharwad-point-2: (3) ಟೆಂಡರ್ ತೆರೆಯುವ ದಿನಾಂಕ: 03.12.2025, (4) ಪೂರ್ವಭಾವಿ ಸಭೆ ದಿನಾಂಕ: 22.11.2025.: [258, 603, 453, 610]
- hosapete-amount: ಅಂದಾಜು ಮೊತ್ತ (ಲಕ್ಷಗಳಲ್ಲಿ): 21.61: [258, 390, 334, 398]
- ad-eoi-inland-water-transport: [756, 598, 1232, 863]
- table-row: [765, 782, 1224, 814]
- ad3-contact: (0831–2476096 & 8050609098) ಜಿಲ್ಲಾ ಅಂಗವಿಕಲರ ಕಲ್ಯಾಣಾಧಿಕಾರಿಗಳು ಕಛೇರಿ ಶಿವಾಜಿ ನಗರ ಬೆಳಗಾವಿ.: [20, 582, 235, 598]
- kalaburagi-title1: ಕರ್ನಾಟಕ ನಗರ ನೀರು ಸರಬರಾಜು ಮತ್ತು: [311, 689, 420, 699]
- eoi-r0-qty: [1115, 719, 1138, 751]
- eoi-date: ದಿನಾಂಕ: 17.11.2025: [1174, 642, 1224, 650]
- knnl-works-table: [764, 486, 1224, 533]
- kalaburagi-sign: ಸಹಿ/– ಕಾರ್ಯಪಾಲಕ ಅಭಿಯಂತರರು,: [398, 834, 472, 841]
- vimed-company-name: ವಿಮೆಡ್ ಲ್ಯಾಬ್ಸ್ ಲಿಮಿಟೆಡ್: [63, 642, 156, 655]
- ad-kuwsdb-kalaburagi: [250, 683, 480, 858]
- ad-vimed-labs: [12, 635, 242, 818]
- table-row: [765, 505, 1224, 532]
- kalaburagi-amount: ಅಂದಾಜು ಮೊತ್ತ ರೂ. 79,84,292.00 ಮತ್ತು ಇ.ಎಂ.ಡಿ. ರೂ. 1,60,000.00,: [258, 782, 440, 791]
- knnl-title2: (ಕರ್ನಾಟಕ ಸರ್ಕಾರದ ಉದ್ಯಮ): [959, 407, 1028, 416]
- housing-ref: ಸಂ.ಕಚೇರಾ:ಕಮಿ–1/ವಿಪ/2272/25–26: [764, 303, 847, 311]
- kalaburagi-date: ದಿನಾಂಕ: 19–11–2025: [426, 734, 472, 740]
- ad2-code: ದಾರವಾಡ/ಉಸಿ–ಸಿ.ಪಿ/3914/ಕೆಎಸಿಎಂ/2025–26: [20, 446, 110, 452]
- ad3-code: DIPR/BGM/NO-NO-1351/KSMCA/2025-26: [20, 613, 122, 619]
- ad2-body: ಲೋಕೋಪಯೋಗಿ ಇಲಾಖೆಯಲ್ಲಿ ದಾಖಲಾಗಿರುವ ಕಾಮಗಾರಿಗಳಿಗೆ ಸಂಬಂಧಿಸಿದಂತೆ ಕೆ.ಟಿ.ಪಿ.ಪಿ. ಕಾಯ್ದೆ–2000 ರನ್ವಯ ಅರ್ಹ ಗುತ್ತಿಗೆದಾರರಿಂದ ಇ-ಪ್ರೊಕ್ಯೂರ್‌ಮೆಂಟ್ ಮುಖಾಂತರ ಟೆಂಡರ್ ಆಹ್ವಾನಿಸಲಾಗಿದೆ. ಅಂದಾಜು ಮೊತ್ತ ರೂ. 03 ಕೋಟಿ ಹಾಗೂ ಹೆಚ್ಚಿನ ವಿವರಗಳಿಗಾಗಿ ವೆಬ್‌ಸೈಟ್ (https://kppp.karnataka.gov.in) ಅನ್ನು ಅವಲೋಕಿಸಬಹುದು. ದಿನಾಂಕ: 27.11.2025, ಸಂಜೆ 4.00 ಗಂಟೆಯವರೆಗೆ. (2) ಟೆಂಡರ್ ತೆರೆಯುವ ದಿನಾಂಕ: 28.11.2025, ಬೆಳಿಗ್ಗೆ 4.30 ಗಂಟೆಗೆ.: [20, 387, 235, 430]
- ad-housing-board-kalaburagi: [756, 264, 1232, 379]
- eoi-th-6: Rate Excluding GST: [1163, 680, 1224, 698]
- forest-email: email:acfwildenddel@gmail.com: [949, 148, 1038, 156]
- eoi-num-0: 1: [765, 709, 783, 719]
- knnl-r0c2: 17.82: [1008, 505, 1054, 532]
- eoi-r1-fig: [1163, 751, 1193, 782]
- raichur-th-3: ಟೆಂಡರ್ ಸಂಖ್ಯೆ: [425, 976, 472, 988]
- housing-title: ಉಳಿದ: ಮ್ಯಾನ್ಯುಯಲ್ ಟೆಂಡರ್ ಕೋಟೇಶನ್ ಪ್ರಕಟಣೆ ಸಂಖ್ಯೆ. 01/2025–26: [897, 314, 1091, 323]
- name-change-body-3: (Old Name) Resident of Near Old Bus Stand Neglur Haveri Pin - 581213, have changed my name as SOMASHEKHARADDI BHARAMARADDI MAIDUR (New Name) henceforth I will be called and recognized by new name for all future purposes, dated: 19/11/2025.: [630, 144, 740, 214]
- knnl-th-3: ಇ.ಎಂ.ಡಿ (ರೂ ಗಳಲ್ಲಿ): [1054, 486, 1100, 505]
- eoi-r1-words: [1193, 751, 1224, 782]
- dharwad-body: 2025–26ನೇ ಸಾಲಿಗೆ ಮಾಹಿತಿ ಬಗ್ಗೆ ಅಂಗನವಾಡಿ ಕಟ್ಟಡ ನಿರ್ಮಾಣ ಮತ್ತು ದುರಸ್ತಿ ಕಾಮಗಾರಿಗಳಿಗೆ ಸಂಬಂಧಿಸಿದಂತೆ ಕೆ.ಟಿ.ಪಿ.ಪಿ. ಕಾಯ್ದೆ 1999 ಮತ್ತು ನಿಯಮ 2000ರಂತೆ ಅರ್ಹ ಗುತ್ತಿಗೆದಾರರಿಂದ ಇ-ಪ್ರೊಕ್ಯೂರ್‌ಮೆಂಟ್ ಮುಖಾಂತರ ಟೆಂಡರ್ ಆಹ್ವಾನಿಸಲಾಗಿದೆ.: [258, 555, 472, 581]
- color-registration-marks: [0, 2365, 1540, 2378]
- forest-body: ಮೇಲ್ಕಾಣಿಸಿದ ವಿಷಯಕ್ಕೆ ಸಂಬಂಧಿಸಿದಂತೆ ಕರ್ನಾಟಕ ಸರ್ಕಾರದ ಅರಣ್ಯ ಇಲಾಖೆಯ ವತಿಯಿಂದ Excavation/Maintenance of EPT(CAMPA) ಕಾಮಗಾರಿಗಾಗಿ 2025–26ನೇ ಸಾಲಿನ ಅನುಷ್ಠಾನಗೊಳ್ಳುತ್ತಿರುವ ಕಾಮಗಾರಿಗಳಿಗೆ ಅರ್ಹ ಗುತ್ತಿಗೆದಾರರಿಂದ ಇ-ಪ್ರೊಕ್ಯೂರ್‌ಮೆಂಟ್ ಮುಖಾಂತರ ಟೆಂಡರ್ ಆಹ್ವಾನಿಸಲಾಗಿದೆ. (1) ಟೆಂಡರ್ ಡೌನ್‌ಲೋಡ್ ಪ್ರಾರಂಭ: 25–11–2025, (2) ಟೆಂಡರ್ ಸಲ್ಲಿಸಲು ಕೊನೆಯ ದಿನಾಂಕ: 29/11/2025, (3) ಟೆಂಡರ್ ತೆರೆಯುವ ದಿನಾಂಕ: 01–12–2025, (4) ಅಂದಾಜು ಮೊತ್ತ ರೂ. 11.00 ಲಕ್ಷಗಳು.: [764, 202, 1224, 227]
- ad-forest-dandeli: [756, 106, 1232, 256]
- raichur-r1c3: DMA/2025-26/ IND5594: [425, 1019, 472, 1046]
- mangaluru-body: ಮಂಗಳೂರು ಮಹಾನಗರಪಾಲಿಕೆ ವ್ಯಾಪ್ತಿಯ ಕಾಮಗಾರಿ ಕೈಗೆ ಅನುಮೋದನೆ ಪಡೆದ ಕಾಮಗಾರಿಗಳಿಗೆ ಟೆಂಡರ್ ಆಹ್ವಾನಿಸಲಾಗಿದೆ: DMA/2025-26/WORK: [258, 180, 472, 196]
- dharwad-address: 644, "ಎ" ಬ್ಲಾಕ್, ಜಿಲ್ಲಾ ಆಡಳಿತ ಭವನ, ಧಾರವಾಡ: [314, 505, 416, 513]
- knnl-th-4: ಟೆಂಡರ್ ಶುಲ್ಕ: [1100, 486, 1140, 505]
- ad3-date: ದಿನಾಂಕ:19–11–2025: [183, 512, 235, 519]
- raichur-r0c1: 2023–24 & 2024–25 ಸಾಲಿನ 15ನೇ ಹಣಕಾಸು ನಿಧಿಗಳಡಿ ಅನುದಾನ: [278, 988, 340, 1019]
- knnl-subtitle: ಸಂಕ್ಷಿಪ್ತ ಅಲ್ಪಾವಧಿ ಟೆಂಡರ್ ಪ್ರಕಟಣೆ: [946, 451, 1042, 461]
